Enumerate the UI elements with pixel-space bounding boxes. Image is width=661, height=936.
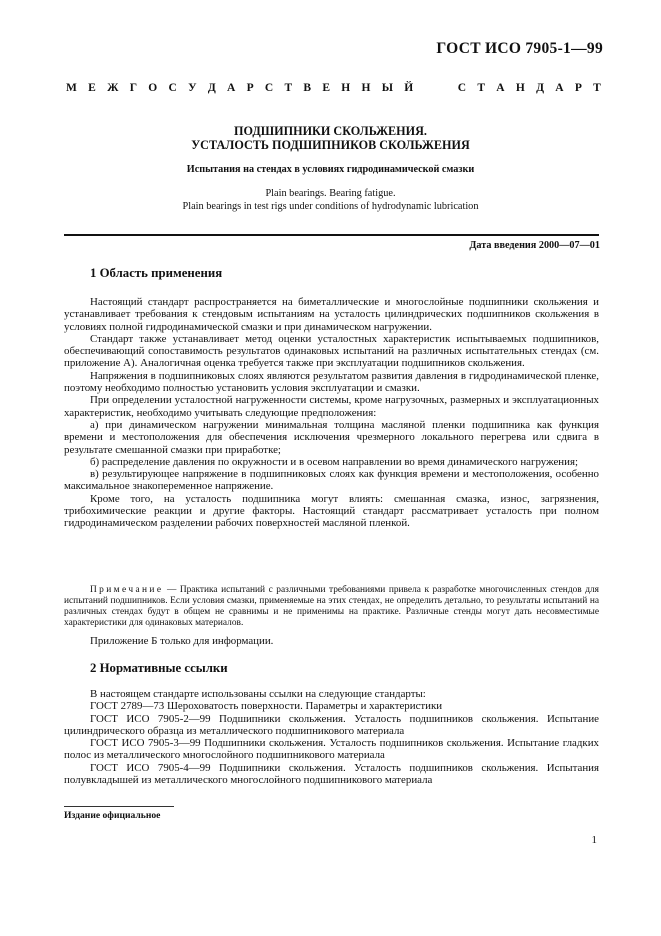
paragraph: Кроме того, на усталость подшипника могут влиять: смешанная смазка, износ, загрязнения, трибохимические реакции и другие факторы. Настоящий стандарт рассматривает усталость при полном гидродинамическом разделении рабочих поверхностей масляной пленкой. — [64, 492, 599, 530]
english-title — [60, 187, 601, 213]
english-title-line-2: Plain bearings in test rigs under conditions of hydrodynamic lubrication — [182, 201, 479, 212]
banner-letter: С — [457, 82, 467, 94]
list-item: в) результирующее напряжение в подшипниковых слоях как функция времени и местоположения, особенно максимальное знакопеременное напряжение. — [64, 468, 599, 493]
annex-note: Приложение Б только для информации. — [90, 635, 274, 647]
section-1-heading: 1 Область применения — [90, 266, 223, 280]
note-text: — Практика испытаний с различными требованиями привела к разработке многочисленных стендов для испытаний подшипников. Если условия смазки, применяемые на этих стендах, не определить детально, то результаты испытаний на различных стендах будут в общем не сравнимы и не применимы на практике. Различные стенды могут дать несовместимые характеристики для одинаковых материалов. — [64, 585, 599, 629]
reference-item: ГОСТ ИСО 7905-3—99 Подшипники скольжения. Усталость подшипников скольжения. Испытание гладких полос из металлического многослойного подшипникового материала — [64, 737, 599, 762]
list-item: б) распределение давления по окружности и в осевом направлении во время динамического нагружения; — [90, 455, 578, 468]
banner-letter: А — [227, 82, 236, 94]
paragraph: Напряжения в подшипниковых слоях являются результатом развития давления в гидродинамической пленке, поэтому необходимо полностью установить условия эксплуатации и смазки. — [64, 369, 599, 395]
note-block — [64, 585, 599, 629]
banner-letter: Т — [477, 82, 485, 94]
banner-letter: Н — [515, 82, 525, 94]
interstate-standard-banner — [66, 82, 601, 94]
banner-letter: В — [303, 82, 312, 94]
banner-letter: Н — [361, 82, 371, 94]
paragraph: Стандарт также устанавливает метод оценки усталостных характеристик испытываемых подшипников, обеспечивающий сопоставимость результатов одинаковых испытаний на различных испытательных стендах (см. приложение А). Аналогичная оценка требуется также при эксплуатации подшипников скольжения. — [64, 332, 599, 370]
banner-letter: Р — [246, 82, 254, 94]
banner-letter: Т — [284, 82, 293, 94]
banner-letter: С — [264, 82, 274, 94]
banner-letter: Е — [322, 82, 330, 94]
banner-letter: Р — [574, 82, 582, 94]
banner-letter: Ж — [107, 82, 119, 94]
banner-letter: Д — [536, 82, 544, 94]
reference-item: ГОСТ ИСО 7905-4—99 Подшипники скольжения. Усталость подшипников скольжения. Испытания полувкладышей из металлического многослойного подшипникового материала — [64, 761, 599, 787]
section-1-body — [64, 296, 599, 530]
english-title-line-1: Plain bearings. Bearing fatigue. — [265, 188, 396, 199]
banner-letter: У — [188, 82, 197, 94]
section-2-heading: 2 Нормативные ссылки — [90, 661, 228, 675]
paragraph: В настоящем стандарте использованы ссылки на следующие стандарты: — [90, 688, 426, 700]
title-line-2: УСТАЛОСТЬ ПОДШИПНИКОВ СКОЛЬЖЕНИЯ — [191, 138, 470, 152]
effective-date: Дата введения 2000—07—01 — [469, 240, 600, 251]
banner-letter: А — [496, 82, 505, 94]
reference-item: ГОСТ 2789—73 Шероховатость поверхности. Параметры и характеристики — [90, 700, 443, 713]
official-edition-label: Издание официальное — [64, 810, 161, 821]
title-block — [60, 124, 601, 213]
section-2-body — [64, 688, 599, 786]
banner-letter: Д — [207, 82, 216, 94]
page-number: 1 — [591, 834, 597, 846]
note-label: Примечание — [90, 585, 164, 595]
banner-letter: Ы — [381, 82, 393, 94]
banner-letter: А — [555, 82, 564, 94]
banner-letter: Г — [129, 82, 138, 94]
banner-letter: С — [168, 82, 177, 94]
list-item: а) при динамическом нагружении минимальная толщина масляной пленки подшипника как функция времени и местоположения для обеспечения исключения чрезмерного локального перегрева или сдвига в результате смешанной смазки при приработке; — [64, 418, 599, 456]
banner-letter: Й — [404, 82, 414, 94]
banner-letter: О — [148, 82, 158, 94]
reference-item: ГОСТ ИСО 7905-2—99 Подшипники скольжения. Усталость подшипников скольжения. Испытание цилиндрического образца из металлического подшипникового материала — [64, 712, 599, 737]
title-subtitle: Испытания на стендах в условиях гидродинамической смазки — [186, 164, 475, 175]
note-paragraph — [64, 585, 599, 629]
title-divider — [64, 234, 599, 236]
footer-divider — [64, 806, 174, 807]
banner-word-gap — [424, 82, 446, 94]
banner-letter: Е — [88, 82, 96, 94]
banner-letter: М — [66, 82, 77, 94]
paragraph: При определении усталостной нагруженности системы, кроме нагрузочных, размерных и эксплуатационных характеристик, необходимо учитывать следующие предположения: — [64, 394, 599, 419]
document-number: ГОСТ ИСО 7905-1—99 — [436, 40, 603, 57]
paragraph: Настоящий стандарт распространяется на биметаллические и многослойные подшипники скольжения и устанавливает требования к стендовым испытаниям на усталость цилиндрических подшипников скольжения в условиях полной гидродинамической смазки и при динамическом нагружении. — [64, 296, 599, 333]
banner-letter: Н — [341, 82, 351, 94]
banner-letter: Т — [593, 82, 601, 94]
title-line-1: ПОДШИПНИКИ СКОЛЬЖЕНИЯ. — [234, 124, 427, 138]
